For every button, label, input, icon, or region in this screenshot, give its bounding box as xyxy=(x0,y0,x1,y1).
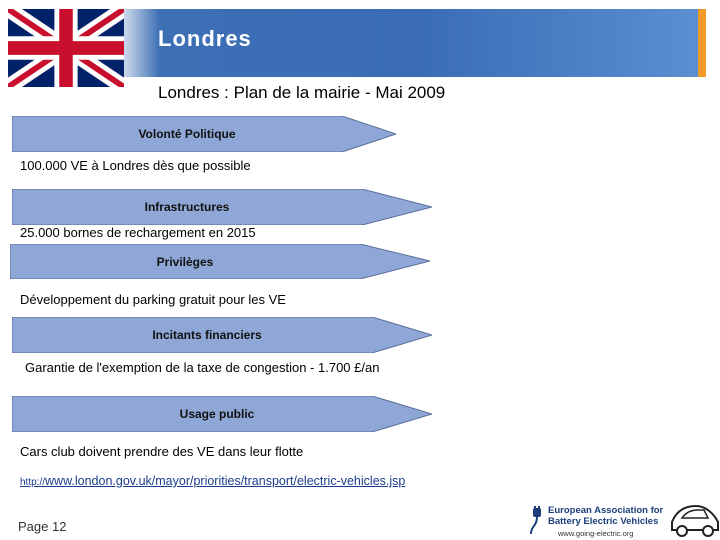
page-number: Page 12 xyxy=(18,519,67,534)
logo-url: www.going-electric.org xyxy=(558,529,634,538)
section-label: Usage public xyxy=(179,407,255,421)
logo-line2: Battery Electric Vehicles xyxy=(548,516,659,527)
page-title: Londres xyxy=(158,26,252,51)
plug-icon xyxy=(528,506,546,536)
section-text: 100.000 VE à Londres dès que possible xyxy=(20,158,251,173)
section-label: Privilèges xyxy=(156,254,214,269)
section-label: Incitants financiers xyxy=(152,328,262,342)
section-label: Infrastructures xyxy=(144,200,230,214)
section-arrow-volonte xyxy=(12,116,396,152)
page-subtitle: Londres : Plan de la mairie - Mai 2009 xyxy=(158,83,446,102)
source-link[interactable] xyxy=(20,474,405,488)
car-icon xyxy=(668,500,720,540)
banner-accent xyxy=(698,9,706,77)
link-prefix: http:// xyxy=(20,477,46,488)
aveb-logo xyxy=(528,496,720,540)
logo-line1: European Association for xyxy=(548,505,664,516)
section-text: Développement du parking gratuit pour les VE xyxy=(20,292,286,307)
section-arrow-incitants xyxy=(12,317,432,353)
link-url: www.london.gov.uk/mayor/priorities/transport/electric-vehicles.jsp xyxy=(45,474,406,488)
section-arrow-privileges xyxy=(10,244,430,279)
section-label: Volonté Politique xyxy=(138,127,236,141)
section-text: 25.000 bornes de rechargement en 2015 xyxy=(20,225,256,240)
uk-flag-icon xyxy=(8,9,124,87)
section-arrow-infrastructures xyxy=(12,189,432,225)
section-text: Garantie de l'exemption de la taxe de congestion - 1.700 £/an xyxy=(25,360,380,375)
section-text: Cars club doivent prendre des VE dans leur flotte xyxy=(20,444,304,459)
section-arrow-usage-public xyxy=(12,396,432,432)
